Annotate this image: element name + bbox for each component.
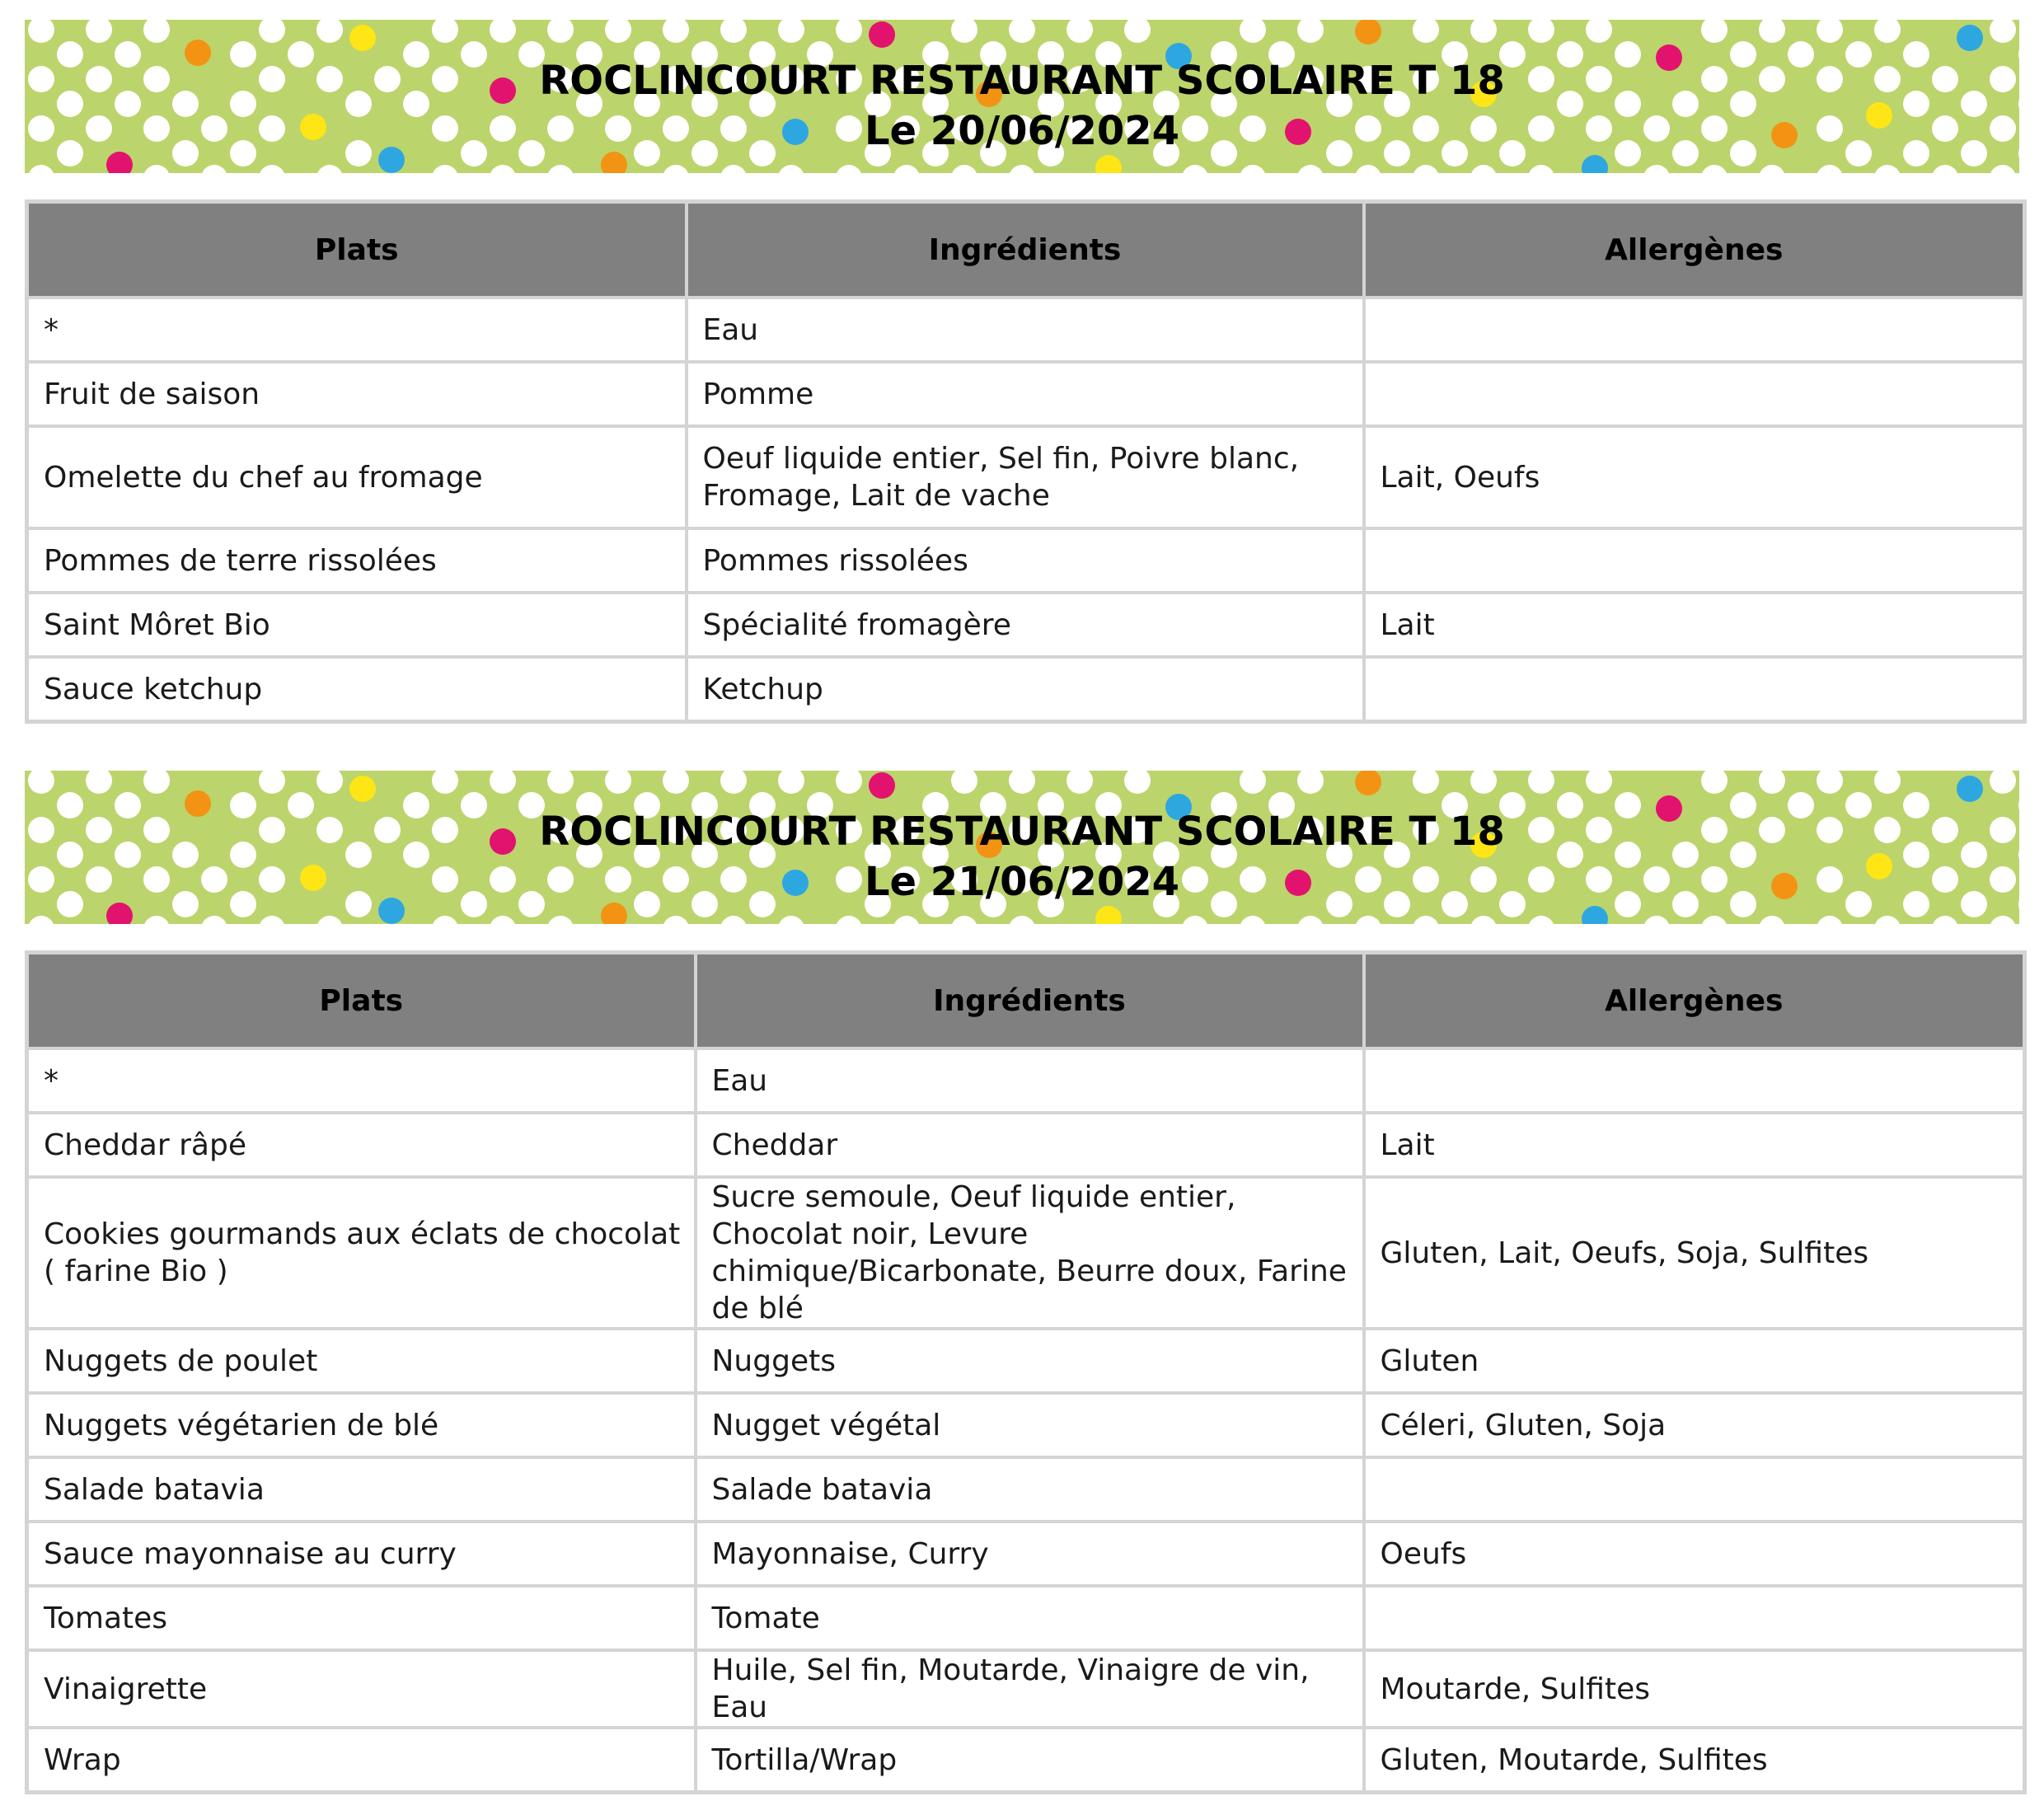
cell-ingredients: Nugget végétal — [696, 1393, 1364, 1457]
column-header-ingredients: Ingrédients — [687, 202, 1364, 298]
polka-dot — [143, 771, 170, 794]
cell-ingredients: Pommes rissolées — [687, 528, 1364, 593]
polka-dot — [259, 165, 285, 173]
polka-dot — [605, 20, 631, 43]
cell-allergenes — [1364, 298, 2025, 362]
column-header-plats: Plats — [27, 953, 696, 1049]
polka-dot — [1297, 20, 1324, 43]
table-row — [27, 1650, 2025, 1728]
cell-allergenes — [1364, 657, 2025, 722]
polka-dot — [778, 165, 804, 173]
polka-dot — [143, 165, 170, 173]
polka-dot — [547, 20, 574, 43]
cell-ingredients: Eau — [687, 298, 1364, 362]
table-row — [27, 657, 2025, 722]
polka-dot — [778, 771, 804, 794]
polka-dot — [28, 20, 54, 43]
polka-dot — [1009, 165, 1035, 173]
polka-dot — [316, 771, 343, 794]
polka-dot — [1817, 20, 1843, 43]
polka-dot — [1990, 20, 2016, 43]
cell-allergenes: Lait, Oeufs — [1364, 426, 2025, 528]
polka-dot — [836, 20, 862, 43]
polka-dot — [1470, 165, 1497, 173]
cell-allergenes: Lait — [1364, 593, 2025, 657]
menu-banner-1 — [25, 20, 2019, 173]
polka-dot — [1240, 20, 1266, 43]
polka-dot — [1297, 771, 1324, 794]
cell-allergenes — [1364, 1048, 2025, 1113]
cell-allergenes: Gluten, Lait, Oeufs, Soja, Sulfites — [1364, 1177, 2025, 1329]
polka-dot — [1470, 771, 1497, 794]
polka-dot — [86, 771, 112, 794]
polka-dot — [1355, 771, 1381, 795]
banner-heading — [25, 807, 2019, 908]
polka-dot — [663, 916, 689, 924]
menu-table-2 — [25, 950, 2027, 1794]
polka-dot — [1124, 771, 1151, 794]
polka-dot — [349, 776, 376, 802]
polka-dot — [1932, 916, 1958, 924]
polka-dot — [1874, 165, 1901, 173]
table-row — [27, 298, 2025, 362]
restaurant-title: ROCLINCOURT RESTAURANT SCOLAIRE T 18 — [539, 809, 1505, 855]
cell-ingredients: Sucre semoule, Oeuf liquide entier, Chocolat noir, Levure chimique/Bicarbonate, Beurre doux, Farine de blé — [696, 1177, 1364, 1329]
polka-dot — [1582, 155, 1608, 173]
table-row — [27, 1728, 2025, 1793]
polka-dot — [1067, 771, 1093, 794]
cell-plat: Nuggets de poulet — [27, 1329, 696, 1393]
polka-dot — [1124, 20, 1151, 43]
cell-allergenes: Oeufs — [1364, 1522, 2025, 1586]
table-row — [27, 1586, 2025, 1650]
polka-dot — [201, 165, 227, 173]
polka-dot — [432, 771, 458, 794]
polka-dot — [720, 165, 747, 173]
polka-dot — [1297, 916, 1324, 924]
polka-dot — [1582, 906, 1608, 924]
cell-allergenes: Lait — [1364, 1113, 2025, 1177]
cell-plat: Nuggets végétarien de blé — [27, 1393, 696, 1457]
cell-plat: Cheddar râpé — [27, 1113, 696, 1177]
polka-dot — [778, 20, 804, 43]
cell-allergenes: Céleri, Gluten, Soja — [1364, 1393, 2025, 1457]
polka-dot — [1528, 20, 1554, 43]
polka-dot — [605, 771, 631, 794]
polka-dot — [547, 916, 574, 924]
cell-allergenes — [1364, 1586, 2025, 1650]
polka-dot — [951, 165, 977, 173]
polka-dot — [1874, 916, 1901, 924]
table-row — [27, 528, 2025, 593]
cell-ingredients: Cheddar — [696, 1113, 1364, 1177]
polka-dot — [259, 916, 285, 924]
polka-dot — [316, 916, 343, 924]
menu-date: Le 21/06/2024 — [864, 859, 1180, 905]
cell-ingredients: Oeuf liquide entier, Sel fin, Poivre blanc, Fromage, Lait de vache — [687, 426, 1364, 528]
polka-dot — [1701, 771, 1728, 794]
polka-dot — [1182, 916, 1208, 924]
polka-dot — [951, 771, 977, 794]
menu-banner-2 — [25, 771, 2019, 924]
polka-dot — [1413, 165, 1439, 173]
cell-plat: Wrap — [27, 1728, 696, 1793]
cell-plat: * — [27, 298, 687, 362]
polka-dot — [86, 20, 112, 43]
menu-table-1 — [25, 199, 2027, 724]
polka-dot — [893, 916, 920, 924]
table-header-row — [27, 202, 2025, 298]
polka-dot — [1528, 771, 1554, 794]
cell-ingredients: Nuggets — [696, 1329, 1364, 1393]
polka-dot — [1957, 776, 1983, 802]
polka-dot — [663, 771, 689, 794]
cell-plat: Sauce mayonnaise au curry — [27, 1522, 696, 1586]
polka-dot — [720, 771, 747, 794]
polka-dot — [1586, 771, 1612, 794]
polka-dot — [720, 916, 747, 924]
polka-dot — [869, 772, 895, 799]
polka-dot — [1355, 165, 1381, 173]
menu-date: Le 20/06/2024 — [864, 108, 1180, 154]
polka-dot — [1009, 20, 1035, 43]
polka-dot — [1067, 20, 1093, 43]
polka-dot — [1240, 771, 1266, 794]
cell-ingredients: Tortilla/Wrap — [696, 1728, 1364, 1793]
polka-dot — [432, 20, 458, 43]
polka-dot — [720, 20, 747, 43]
polka-dot — [1759, 916, 1785, 924]
table-row — [27, 1457, 2025, 1522]
polka-dot — [1009, 916, 1035, 924]
cell-plat: Tomates — [27, 1586, 696, 1650]
polka-dot — [1240, 165, 1266, 173]
polka-dot — [28, 916, 54, 924]
cell-plat: Cookies gourmands aux éclats de chocolat ( farine Bio ) — [27, 1177, 696, 1329]
polka-dot — [547, 165, 574, 173]
column-header-plats: Plats — [27, 202, 687, 298]
polka-dot — [1643, 165, 1670, 173]
polka-dot — [1957, 25, 1983, 51]
column-header-ingredients: Ingrédients — [696, 953, 1364, 1049]
polka-dot — [490, 916, 516, 924]
cell-ingredients: Eau — [696, 1048, 1364, 1113]
polka-dot — [663, 165, 689, 173]
polka-dot — [28, 165, 54, 173]
cell-allergenes: Moutarde, Sulfites — [1364, 1650, 2025, 1728]
cell-ingredients: Tomate — [696, 1586, 1364, 1650]
cell-plat: Sauce ketchup — [27, 657, 687, 722]
polka-dot — [1413, 771, 1439, 794]
polka-dot — [1528, 916, 1554, 924]
polka-dot — [1817, 771, 1843, 794]
polka-dot — [1643, 916, 1670, 924]
polka-dot — [316, 165, 343, 173]
cell-ingredients: Salade batavia — [696, 1457, 1364, 1522]
table-row — [27, 1048, 2025, 1113]
table-row — [27, 593, 2025, 657]
cell-allergenes — [1364, 1457, 2025, 1522]
polka-dot — [951, 916, 977, 924]
table-row — [27, 426, 2025, 528]
column-header-allergenes: Allergènes — [1364, 202, 2025, 298]
polka-dot — [1874, 771, 1901, 794]
polka-dot — [547, 771, 574, 794]
cell-ingredients: Ketchup — [687, 657, 1364, 722]
polka-dot — [1701, 20, 1728, 43]
polka-dot — [1990, 916, 2016, 924]
polka-dot — [1874, 20, 1901, 43]
cell-plat: Pommes de terre rissolées — [27, 528, 687, 593]
cell-plat: Omelette du chef au fromage — [27, 426, 687, 528]
polka-dot — [1240, 916, 1266, 924]
polka-dot — [316, 20, 343, 43]
cell-ingredients: Huile, Sel fin, Moutarde, Vinaigre de vin, Eau — [696, 1650, 1364, 1728]
polka-dot — [1182, 165, 1208, 173]
polka-dot — [1470, 20, 1497, 43]
polka-dot — [663, 20, 689, 43]
restaurant-title: ROCLINCOURT RESTAURANT SCOLAIRE T 18 — [539, 58, 1505, 104]
polka-dot — [1413, 916, 1439, 924]
table-row — [27, 1522, 2025, 1586]
polka-dot — [1990, 771, 2016, 794]
cell-plat: Fruit de saison — [27, 362, 687, 426]
polka-dot — [1470, 916, 1497, 924]
cell-ingredients: Pomme — [687, 362, 1364, 426]
cell-plat: * — [27, 1048, 696, 1113]
polka-dot — [259, 20, 285, 43]
polka-dot — [1701, 165, 1728, 173]
column-header-allergenes: Allergènes — [1364, 953, 2025, 1049]
polka-dot — [1817, 165, 1843, 173]
table-header-row — [27, 953, 2025, 1049]
cell-plat: Saint Môret Bio — [27, 593, 687, 657]
polka-dot — [1355, 20, 1381, 45]
polka-dot — [201, 916, 227, 924]
polka-dot — [1297, 165, 1324, 173]
table-row — [27, 1113, 2025, 1177]
cell-allergenes: Gluten, Moutarde, Sulfites — [1364, 1728, 2025, 1793]
polka-dot — [143, 20, 170, 43]
table-row — [27, 1393, 2025, 1457]
polka-dot — [1413, 20, 1439, 43]
polka-dot — [28, 771, 54, 794]
polka-dot — [490, 165, 516, 173]
banner-heading — [25, 56, 2019, 157]
cell-ingredients: Mayonnaise, Curry — [696, 1522, 1364, 1586]
cell-plat: Salade batavia — [27, 1457, 696, 1522]
polka-dot — [349, 25, 376, 51]
polka-dot — [1528, 165, 1554, 173]
cell-ingredients: Spécialité fromagère — [687, 593, 1364, 657]
polka-dot — [432, 916, 458, 924]
polka-dot — [1759, 771, 1785, 794]
polka-dot — [893, 165, 920, 173]
polka-dot — [259, 771, 285, 794]
polka-dot — [1355, 916, 1381, 924]
polka-dot — [869, 21, 895, 48]
polka-dot — [836, 771, 862, 794]
polka-dot — [143, 916, 170, 924]
polka-dot — [1586, 20, 1612, 43]
polka-dot — [836, 916, 862, 924]
polka-dot — [1095, 155, 1122, 173]
polka-dot — [778, 916, 804, 924]
polka-dot — [490, 771, 516, 794]
polka-dot — [432, 165, 458, 173]
polka-dot — [1817, 916, 1843, 924]
cell-allergenes — [1364, 528, 2025, 593]
polka-dot — [1009, 771, 1035, 794]
cell-allergenes: Gluten — [1364, 1329, 2025, 1393]
table-row — [27, 1177, 2025, 1329]
polka-dot — [836, 165, 862, 173]
table-row — [27, 1329, 2025, 1393]
polka-dot — [1095, 906, 1122, 924]
polka-dot — [1990, 165, 2016, 173]
polka-dot — [951, 20, 977, 43]
table-row — [27, 362, 2025, 426]
cell-plat: Vinaigrette — [27, 1650, 696, 1728]
polka-dot — [1759, 20, 1785, 43]
polka-dot — [1932, 165, 1958, 173]
cell-allergenes — [1364, 362, 2025, 426]
polka-dot — [1759, 165, 1785, 173]
polka-dot — [490, 20, 516, 43]
polka-dot — [1701, 916, 1728, 924]
